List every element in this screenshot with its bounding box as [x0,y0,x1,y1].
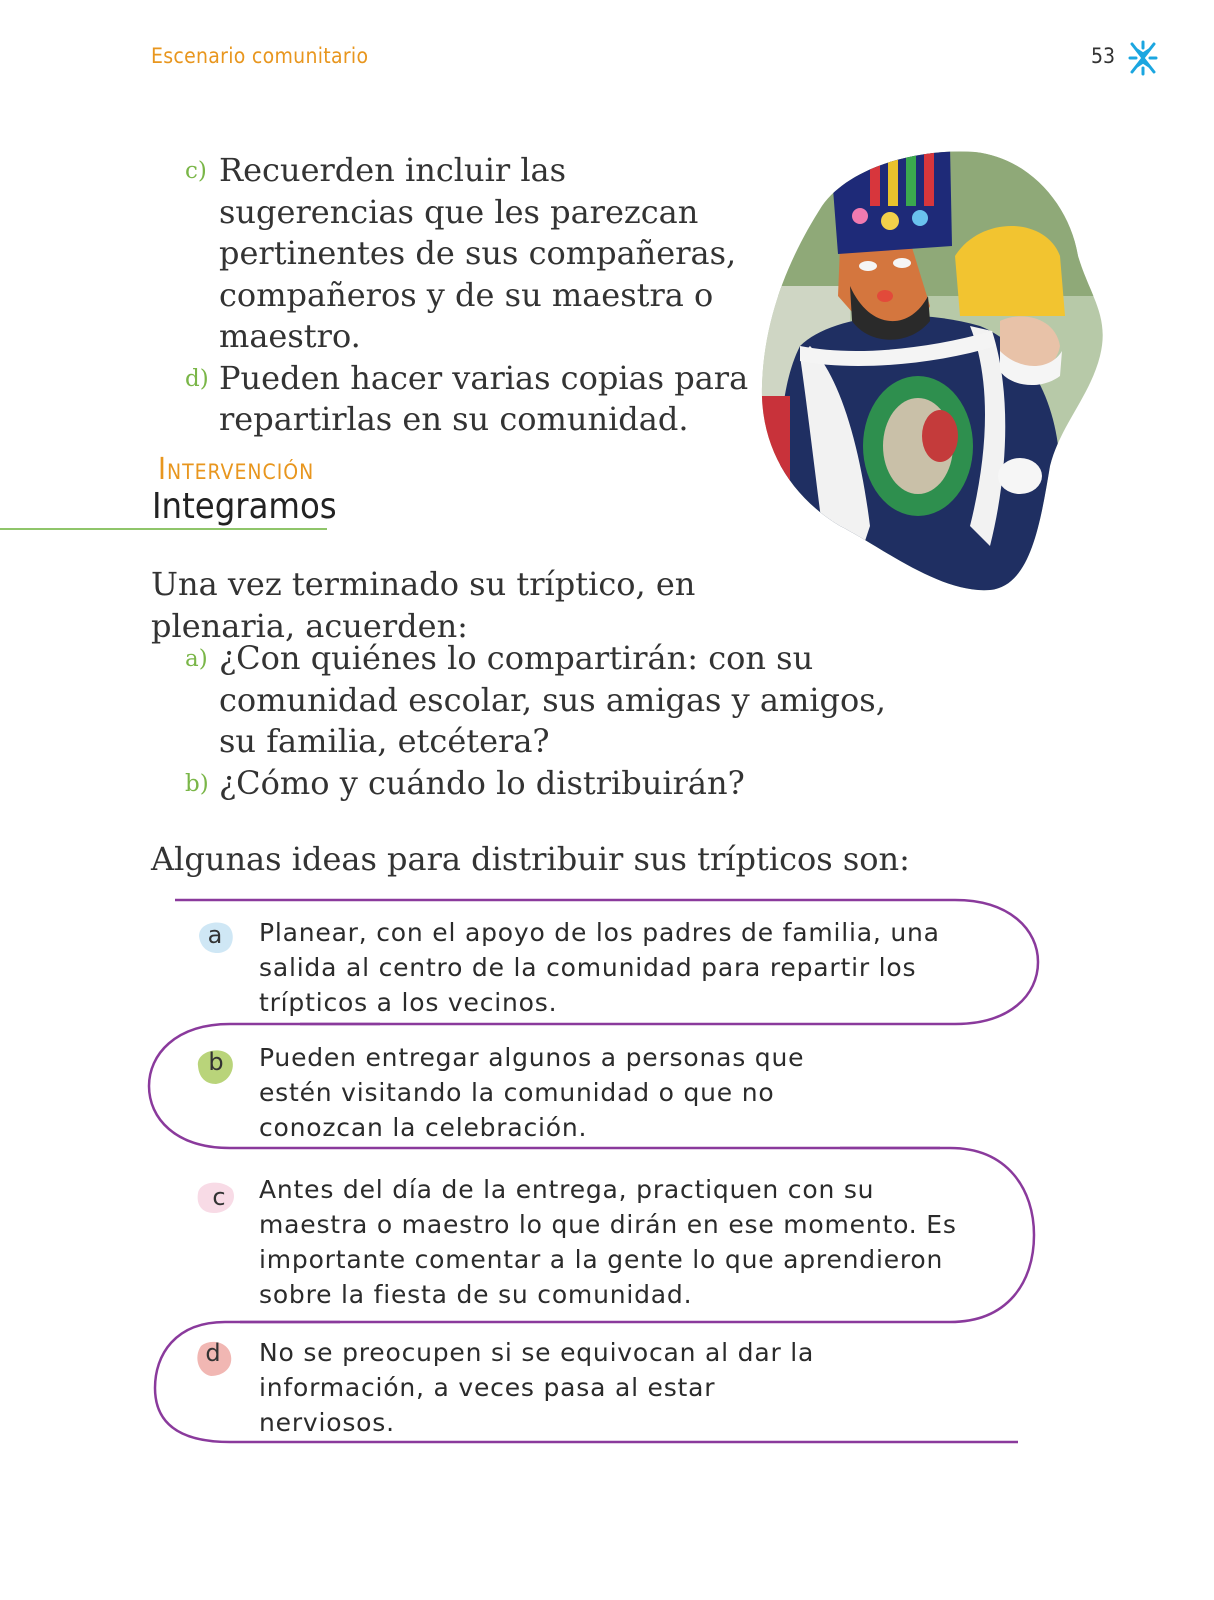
section-header: Escenario comunitario [151,44,369,68]
list-marker: c) [185,158,207,184]
idea-text-d: No se preocupen si se equivocan al dar la información, a veces pasa al estar nerviosos. [259,1338,815,1437]
list-marker: b) [185,770,209,797]
list-item [151,763,911,805]
list-item-text: Recuerden incluir las sugerencias que les parezcan pertinentes de sus compañeras, compañeros y de su maestra o maestro. [219,151,737,355]
section-kicker: Intervención [158,452,315,487]
page-number: 53 [1091,44,1116,68]
ideas-intro: Algunas ideas para distribuir sus trípticos son: [151,840,910,878]
intro-paragraph: Una vez terminado su tríptico, en plenaria, acuerden: [151,565,696,645]
list-item [151,638,911,763]
list-item-text: ¿Con quiénes lo compartirán: con su comunidad escolar, sus amigas y amigos, su familia, etcétera? [219,639,886,760]
section-divider [0,528,327,530]
idea-text-b: Pueden entregar algunos a personas que estén visitando la comunidad o que no conozcan la celebración. [259,1043,805,1142]
list-item-text: Pueden hacer varias copias para repartirlas en su comunidad. [219,358,749,438]
idea-text-a: Planear, con el apoyo de los padres de familia, una salida al centro de la comunidad para repartir los trípticos a los vecinos. [259,918,940,1017]
idea-letter-c: c [212,1183,226,1211]
list-item [151,358,771,441]
list-item-text: ¿Cómo y cuándo lo distribuirán? [219,763,745,802]
idea-letter-a: a [207,921,223,949]
festival-dancer-photo [760,146,1112,592]
list-marker: d) [185,365,209,392]
list-item [151,150,771,358]
idea-text-c: Antes del día de la entrega, practiquen con su maestra o maestro lo que dirán en ese momento. Es importante comentar a la gente lo que aprendieron sobre la fiesta de su comunidad. [259,1175,957,1309]
instructions-list [151,150,771,441]
agreement-list [151,638,911,804]
snowflake-cross-icon [1128,40,1158,76]
idea-letter-b: b [208,1048,224,1076]
list-marker: a) [185,646,208,672]
idea-letter-d: d [205,1339,221,1367]
section-title: Integramos [152,486,337,527]
